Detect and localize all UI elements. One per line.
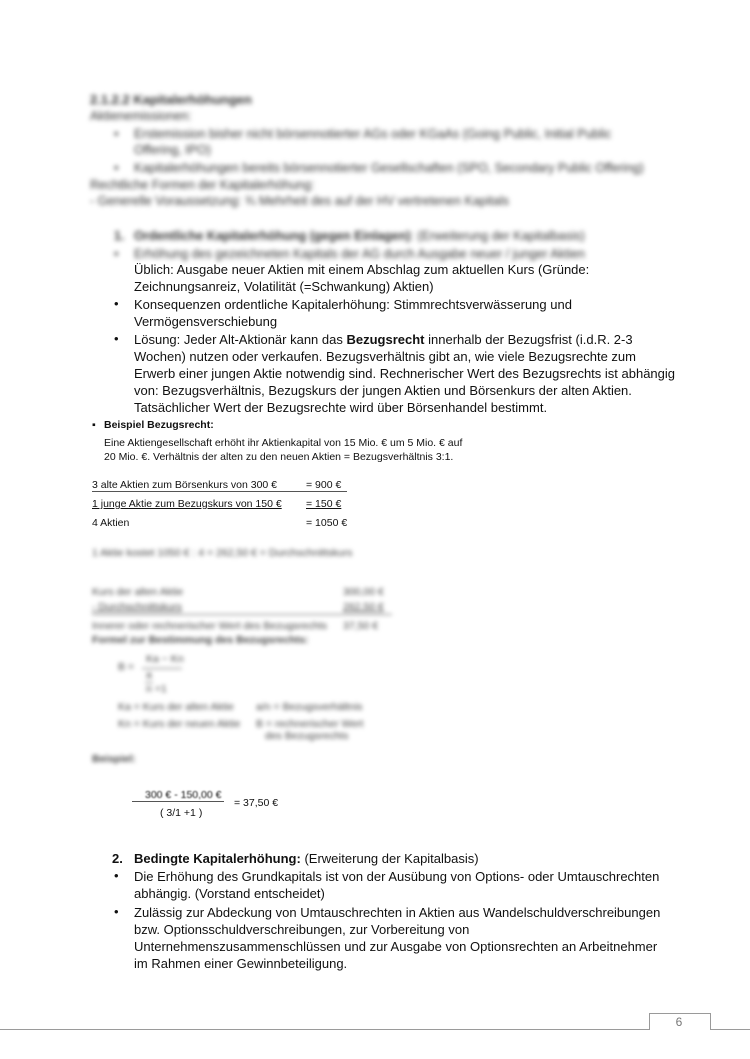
divider bbox=[92, 614, 392, 615]
item1-bullet1-line3: Zeichnungsanreiz, Volatilität (=Schwankung) Aktien) bbox=[134, 279, 434, 294]
legend-symbol: Kn = Kurs der neuen Aktie bbox=[118, 718, 241, 730]
calc-row-label: - Durchschnittskurs bbox=[92, 601, 182, 613]
item1-title-suffix: : (Erweiterung der Kapitalbasis) bbox=[410, 229, 585, 243]
footer-rule bbox=[0, 1029, 750, 1030]
calc-row-value: 37,50 € bbox=[343, 620, 379, 632]
example-label: Beispiel Bezugsrecht: bbox=[104, 419, 214, 431]
example-text-line1: Eine Aktiengesellschaft erhöht ihr Aktienkapital von 15 Mio. € um 5 Mio. € auf bbox=[104, 437, 463, 449]
bullet-dot: • bbox=[114, 296, 119, 311]
bullet-dot: • bbox=[114, 126, 119, 141]
table-row-label: 4 Aktien bbox=[92, 517, 130, 529]
item2-title-bold: Bedingte Kapitalerhöhung: bbox=[134, 851, 301, 866]
legend-symbol: Ka = Kurs der alten Aktie bbox=[118, 701, 234, 713]
section-heading: 2.1.2.2 Kapitalerhöhungen bbox=[90, 92, 252, 107]
general-condition: - Generelle Voraussetzung: ¾ Mehrheit des auf der HV vertretenen Kapitals bbox=[90, 194, 509, 208]
bullet3-suffix: innerhalb der Bezugsfrist (i.d.R. 2-3 bbox=[424, 332, 633, 347]
page-number: 6 bbox=[675, 1015, 683, 1029]
legal-forms-label: Rechtliche Formen der Kapitalerhöhung: bbox=[90, 178, 315, 192]
item2-number: 2. bbox=[112, 851, 123, 866]
example-bullet: ▪ bbox=[92, 419, 96, 431]
table-row-value: = 150 € bbox=[306, 498, 342, 510]
item1-bullet2-line1: Konsequenzen ordentliche Kapitalerhöhung: Stimmrechtsverwässerung und bbox=[134, 297, 572, 312]
calc-row-value: 262,50 € bbox=[343, 601, 384, 613]
formula-den-top: a bbox=[146, 669, 152, 681]
legend-desc: a/n = Bezugsverhältnis bbox=[256, 701, 363, 713]
item1-bullet3-line5: Tatsächlicher Wert der Bezugsrechte wird über Börsenhandel bestimmt. bbox=[134, 400, 548, 415]
item1-title-bold: Ordentliche Kapitalerhöhung (gegen Einlagen) bbox=[134, 229, 411, 243]
calc-row-value: 300,00 € bbox=[343, 586, 384, 598]
beispiel-label: Beispiel: bbox=[92, 753, 136, 765]
section-sublabel: Aktienemissionen: bbox=[90, 109, 192, 123]
calc-row-label: Innerer oder rechnerischer Wert des Bezugsrechts bbox=[92, 620, 327, 632]
example-text-line2: 20 Mio. €. Verhältnis der alten zu den neuen Aktien = Bezugsverhältnis 3:1. bbox=[104, 451, 454, 463]
item2-bullet2-line4: im Rahmen einer Gewinnbeteiligung. bbox=[134, 956, 348, 971]
item2-bullet2-line3: Unternehmenszusammenschlüssen und zur Ausgabe von Optionsrechten an Arbeitnehmer bbox=[134, 939, 658, 954]
list-item: Offering, IPO) bbox=[134, 143, 211, 157]
table-row-value: = 900 € bbox=[306, 479, 342, 491]
item1-bullet3-line4: von: Bezugsverhältnis, Bezugskurs der jungen Aktien und Börsenkurs der alten Aktien. bbox=[134, 383, 632, 398]
legend-desc: des Bezugsrechts bbox=[265, 730, 349, 742]
item1-bullet1-line1: Erhöhung des gezeichneten Kapitals der AG durch Ausgabe neuer / junger Aktien bbox=[134, 247, 586, 261]
bullet3-prefix: Lösung: Jeder Alt-Aktionär kann das bbox=[134, 332, 347, 347]
item1-bullet1-line2: Üblich: Ausgabe neuer Aktien mit einem Abschlag zum aktuellen Kurs (Gründe: bbox=[134, 262, 590, 277]
item1-bullet3-line2: Wochen) nutzen oder verkaufen. Bezugsverhältnis gibt an, wie viele Bezugsrechte zum bbox=[134, 349, 636, 364]
calc-numerator: 300 € - 150,00 € bbox=[145, 789, 222, 801]
item1-bullet3-line3: Erwerb einer jungen Aktie notwendig sind. Rechnerischer Wert des Bezugsrechts ist abhängig bbox=[134, 366, 676, 381]
calc-result: = 37,50 € bbox=[234, 797, 279, 809]
formula-den-bottom: n +1 bbox=[146, 683, 167, 695]
formula-label: Formel zur Bestimmung des Bezugsrechts: bbox=[92, 634, 309, 646]
item1-title bbox=[134, 228, 585, 244]
item1-number: 1. bbox=[114, 229, 125, 243]
mixed-price: 1 Aktie kostet 1050 € : 4 = 262,50 € = Durchschnittskurs bbox=[92, 547, 353, 559]
bullet-dot: • bbox=[114, 160, 119, 175]
item2-title-suffix: (Erweiterung der Kapitalbasis) bbox=[300, 851, 479, 866]
list-item: Kapitalerhöhungen bereits börsennotierter Gesellschaften (SPO, Secondary Public Offering) bbox=[134, 161, 644, 175]
bullet-dot: • bbox=[114, 246, 119, 261]
table-row-label: 3 alte Aktien zum Börsenkurs von 300 € bbox=[92, 479, 278, 491]
table-row-label: 1 junge Aktie zum Bezugskurs von 150 € bbox=[92, 498, 282, 510]
item2-bullet1-line2: abhängig. (Vorstand entscheidet) bbox=[134, 886, 325, 901]
item2-bullet2-line1: Zulässig zur Abdeckung von Umtauschrechten in Aktien aus Wandelschuldverschreibungen bbox=[134, 905, 661, 920]
calc-denominator: ( 3/1 +1 ) bbox=[160, 807, 203, 819]
item1-bullet3-line1 bbox=[134, 332, 633, 349]
item2-bullet2-line2: bzw. Optionsschuldverschreibungen, zur Vorbereitung von bbox=[134, 922, 470, 937]
list-item: Erstemission bisher nicht börsennotierter AGs oder KGaAs (Going Public, Initial Public bbox=[134, 127, 612, 141]
legend-desc: B = rechnerischer Wert bbox=[256, 718, 364, 730]
item2-bullet1-line1: Die Erhöhung des Grundkapitals ist von der Ausübung von Options- oder Umtauschrechten bbox=[134, 869, 660, 884]
divider bbox=[92, 491, 347, 492]
item1-bullet2-line2: Vermögensverschiebung bbox=[134, 314, 278, 329]
formula-lhs: B = bbox=[118, 661, 135, 673]
bullet-dot: • bbox=[114, 904, 119, 919]
bullet-dot: • bbox=[114, 868, 119, 883]
calc-row-label: Kurs der alten Aktie bbox=[92, 586, 184, 598]
formula-numerator: Ka − Kn bbox=[146, 653, 184, 665]
fraction-bar bbox=[132, 801, 224, 802]
bullet-dot: • bbox=[114, 331, 119, 346]
table-row-value: = 1050 € bbox=[306, 517, 348, 529]
item2-title bbox=[134, 851, 479, 868]
bullet3-bold: Bezugsrecht bbox=[346, 332, 425, 347]
